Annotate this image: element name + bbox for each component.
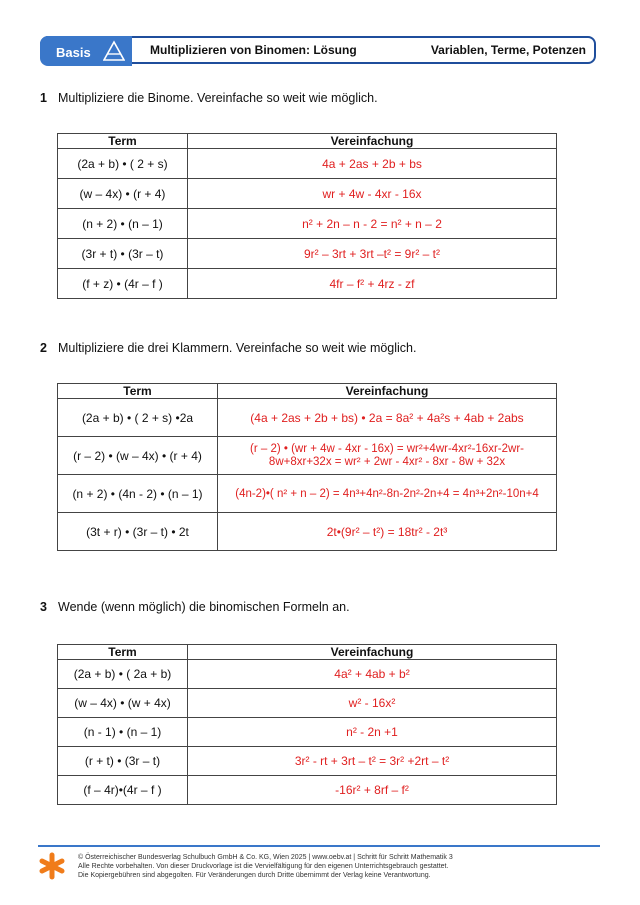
task-3-instruction [40,600,350,614]
solution-cell: wr + 4w - 4xr - 16x [188,179,557,209]
term-cell: (3r + t) • (3r – t) [58,239,188,269]
term-cell: (3t + r) • (3r – t) • 2t [58,513,218,551]
solution-cell: 4fr – f² + 4rz - zf [188,269,557,299]
task-number: 3 [40,600,47,614]
column-header-solution: Vereinfachung [218,384,557,399]
task-1-instruction [40,91,378,105]
solution-cell: 3r² - rt + 3rt – t² = 3r² +2rt – t² [188,747,557,776]
level-badge [40,36,132,66]
table-row [58,660,557,689]
task-text: Multipliziere die Binome. Vereinfache so weit wie möglich. [58,91,378,105]
footer-line-3: Die Kopiergebühren sind abgegolten. Für Veränderungen durch Dritte übernimmt der Verlag keine Verantwortung. [78,872,431,879]
solution-cell: (4n-2)•( n² + n – 2) = 4n³+4n²-8n-2n²-2n+4 = 4n³+2n²-10n+4 [218,475,557,513]
task-text: Multipliziere die drei Klammern. Vereinfache so weit wie möglich. [58,341,417,355]
table-row [58,776,557,805]
term-cell: (n - 1) • (n – 1) [58,718,188,747]
column-header-term: Term [58,645,188,660]
solution-cell: 2t•(9r² – t²) = 18tr² - 2t³ [218,513,557,551]
table-row [58,437,557,475]
solution-cell: n² + 2n – n - 2 = n² + n – 2 [188,209,557,239]
table-row [58,747,557,776]
table-row [58,239,557,269]
footer-line-2: Alle Rechte vorbehalten. Von dieser Druckvorlage ist die Vervielfältigung für den eigenen Unterrichtsgebrauch gestattet. [78,863,449,870]
column-header-term: Term [58,134,188,149]
term-cell: (n + 2) • (4n - 2) • (n – 1) [58,475,218,513]
footer-divider [38,845,600,847]
task-2-table [57,383,557,551]
term-cell: (f – 4r)•(4r – f ) [58,776,188,805]
table-row [58,179,557,209]
solution-cell: (r – 2) • (wr + 4w - 4xr - 16x) = wr²+4wr-4xr²-16xr-2wr-8w+8xr+32x = wr² + 2wr - 4xr² - 8xr - 8w + 32x [218,437,557,475]
table-row [58,149,557,179]
term-cell: (r – 2) • (w – 4x) • (r + 4) [58,437,218,475]
task-number: 1 [40,91,47,105]
solution-cell: w² - 16x² [188,689,557,718]
term-cell: (2a + b) • ( 2a + b) [58,660,188,689]
level-badge-label: Basis [56,45,91,60]
solution-cell: n² - 2n +1 [188,718,557,747]
task-2-instruction [40,341,416,355]
term-cell: (w – 4x) • (w + 4x) [58,689,188,718]
footer-line-1: © Österreichischer Bundesverlag Schulbuch GmbH & Co. KG, Wien 2025 | www.oebv.at | Schritt für Schritt Mathematik 3 [78,854,453,861]
term-cell: (n + 2) • (n – 1) [58,209,188,239]
column-header-solution: Vereinfachung [188,645,557,660]
worksheet-topic: Variablen, Terme, Potenzen [430,43,586,57]
task-number: 2 [40,341,47,355]
publisher-logo-icon [38,852,66,880]
footer-copyright [78,853,453,880]
table-row [58,269,557,299]
column-header-term: Term [58,384,218,399]
page-header [40,36,596,64]
solution-cell: (4a + 2as + 2b + bs) • 2a = 8a² + 4a²s + 4ab + 2abs [218,399,557,437]
table-row [58,718,557,747]
solution-cell: 4a² + 4ab + b² [188,660,557,689]
table-row [58,689,557,718]
task-3-table [57,644,557,805]
table-row [58,399,557,437]
table-row [58,209,557,239]
task-text: Wende (wenn möglich) die binomischen Formeln an. [58,600,350,614]
solution-cell: 4a + 2as + 2b + bs [188,149,557,179]
term-cell: (w – 4x) • (r + 4) [58,179,188,209]
table-row [58,475,557,513]
term-cell: (2a + b) • ( 2 + s) •2a [58,399,218,437]
worksheet-title: Multiplizieren von Binomen: Lösung [150,43,357,57]
term-cell: (f + z) • (4r – f ) [58,269,188,299]
table-header-row [58,645,557,660]
column-header-solution: Vereinfachung [188,134,557,149]
solution-cell: -16r² + 8rf – f² [188,776,557,805]
table-header-row [58,134,557,149]
triangle-level-icon [103,40,125,62]
task-1-table [57,133,557,299]
table-header-row [58,384,557,399]
table-row [58,513,557,551]
term-cell: (r + t) • (3r – t) [58,747,188,776]
term-cell: (2a + b) • ( 2 + s) [58,149,188,179]
solution-cell: 9r² – 3rt + 3rt –t² = 9r² – t² [188,239,557,269]
